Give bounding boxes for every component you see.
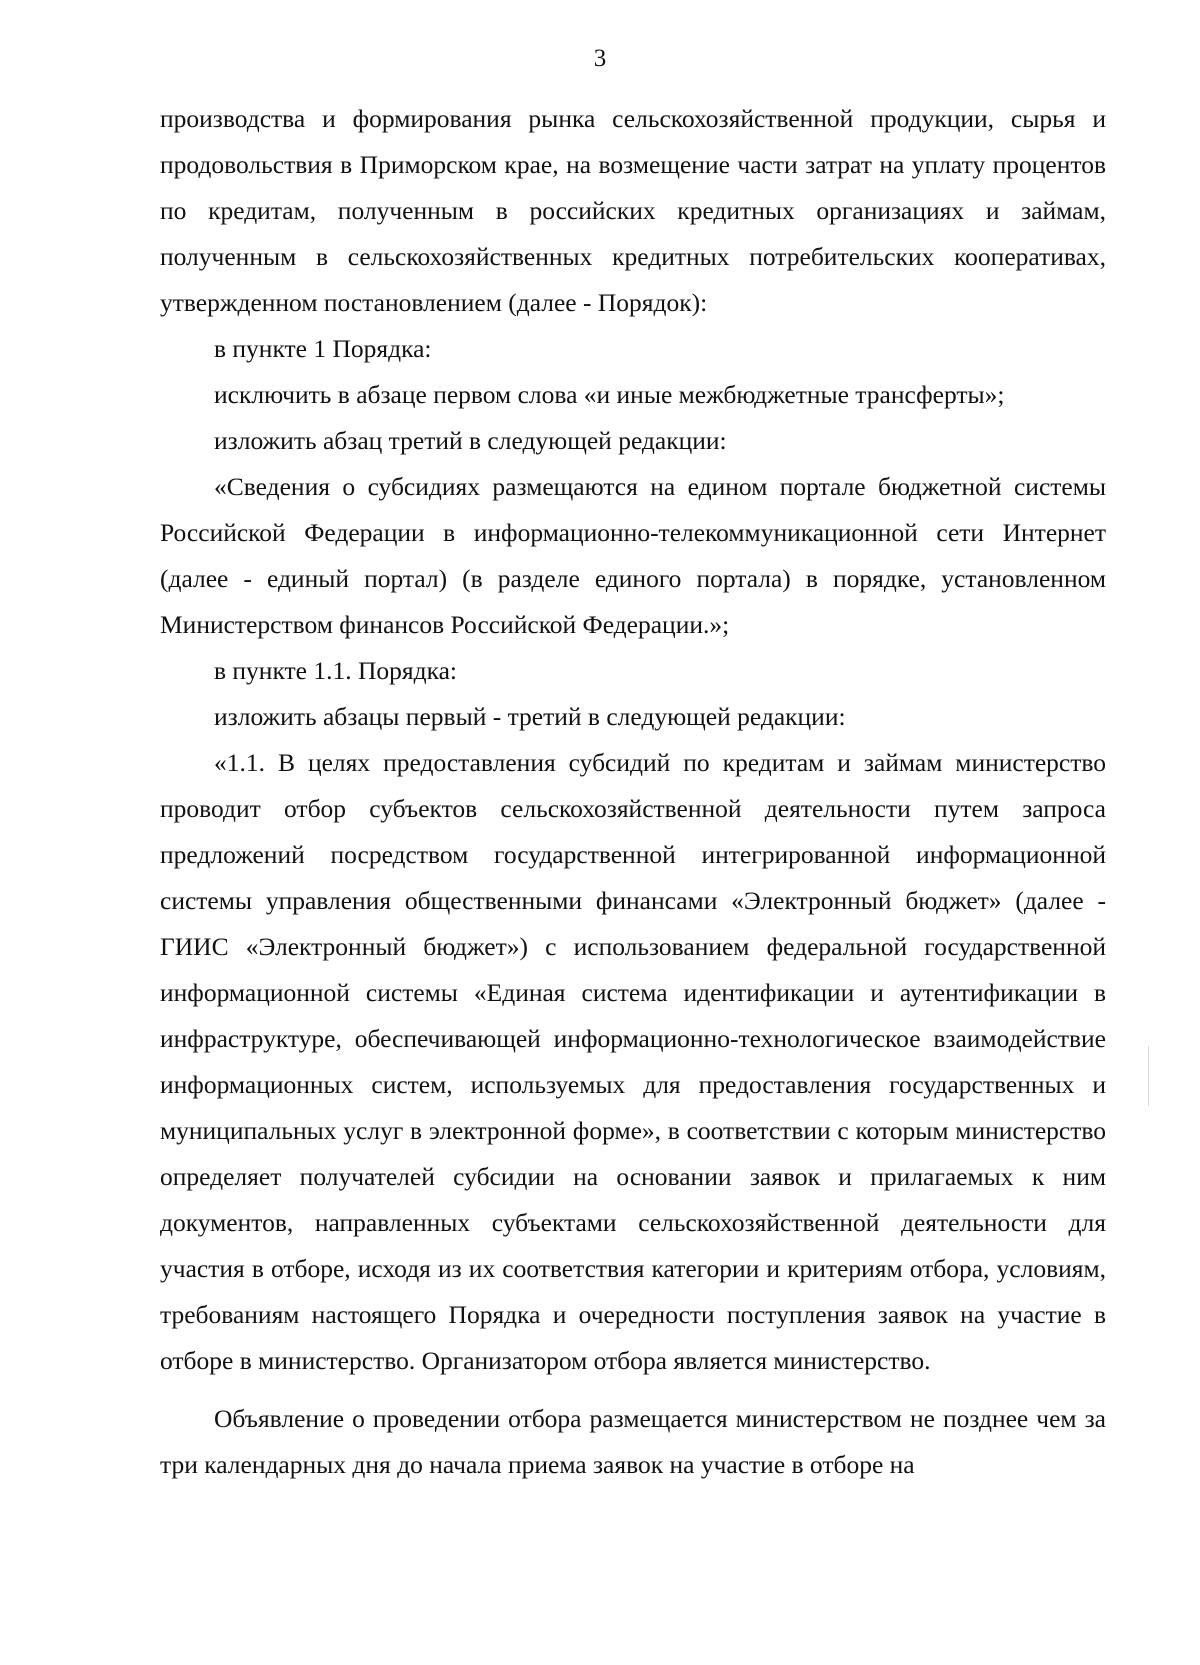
paragraph-point-1-heading: в пункте 1 Порядка: <box>214 334 432 363</box>
page-number: 3 <box>593 45 607 72</box>
paragraph-point-1-1-heading: в пункте 1.1. Порядка: <box>214 656 457 685</box>
paragraph-continuation: производства и формирования рынка сельскохозяйственной продукции, сырья и продовольствия в Приморском крае, на возмещение части затрат на уплату процентов по кредитам, полученным в российских кредитных организациях и займам, полученным в сельскохозяйственных кредитных потребительских кооперативах, утвержденном постановлением (далее - Порядок): <box>160 104 1106 317</box>
paragraph-subsidy-info: «Сведения о субсидиях размещаются на едином портале бюджетной системы Российской Федерации в информационно-телекоммуникационной сети Интернет (далее - единый портал) (в разделе единого портала) в порядке, установленном Министерством финансов Российской Федерации.»; <box>160 472 1106 639</box>
document-body <box>160 96 1106 1488</box>
paragraph-announcement: Объявление о проведении отбора размещается министерством не позднее чем за три календарных дня до начала приема заявок на участие в отборе на <box>160 1404 1106 1479</box>
paragraph-restate-first-third: изложить абзацы первый - третий в следующей редакции: <box>214 702 846 731</box>
paragraph-exclude-words: исключить в абзаце первом слова «и иные межбюджетные трансферты»; <box>214 380 1005 409</box>
scan-margin-mark <box>1148 1046 1149 1106</box>
paragraph-restate-third: изложить абзац третий в следующей редакции: <box>214 426 727 455</box>
paragraph-1-1-text: «1.1. В целях предоставления субсидий по кредитам и займам министерство проводит отбор субъектов сельскохозяйственной деятельности путем запроса предложений посредством государственной интегрированной информационной системы управления общественными финансами «Электронный бюджет» (далее - ГИИС «Электронный бюджет») с использованием федеральной государственной информационной системы «Единая система идентификации и аутентификации в инфраструктуре, обеспечивающей информационно-технологическое взаимодействие информационных систем, используемых для предоставления государственных и муниципальных услуг в электронной форме», в соответствии с которым министерство определяет получателей субсидии на основании заявок и прилагаемых к ним документов, направленных субъектами сельскохозяйственной деятельности для участия в отборе, исходя из их соответствия категории и критериям отбора, условиям, требованиям настоящего Порядка и очередности поступления заявок на участие в отборе в министерство. Организатором отбора является министерство. <box>160 748 1106 1375</box>
